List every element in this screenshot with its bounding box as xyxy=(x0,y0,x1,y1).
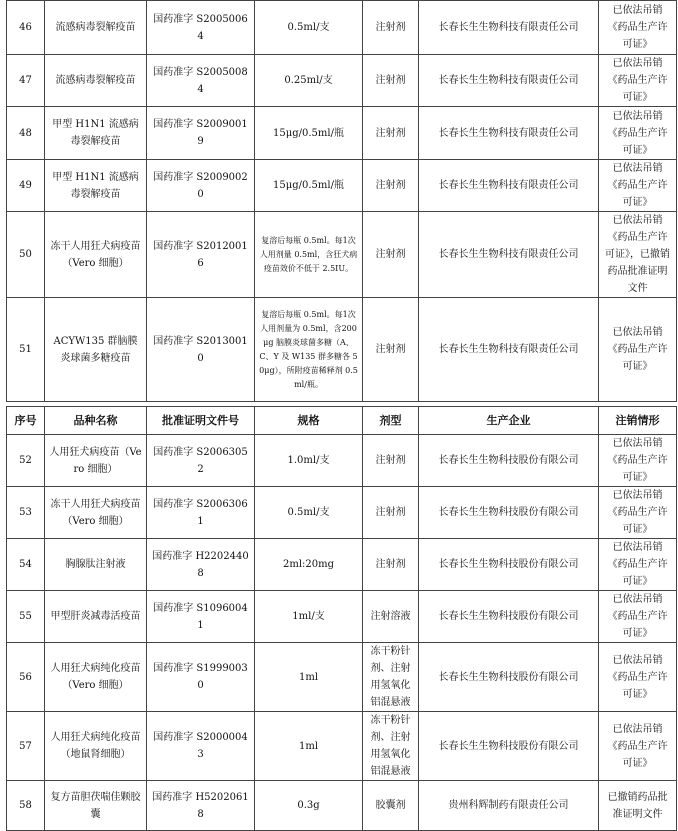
cell-approval: 国药准字 S20063061 xyxy=(147,487,255,539)
cell-maker: 长春长生生物科技有限责任公司 xyxy=(419,107,599,160)
cell-status: 已依法吊销《药品生产许可证》 xyxy=(599,55,677,107)
cell-maker: 长春长生生物科技有限责任公司 xyxy=(419,298,599,402)
cell-seq: 52 xyxy=(7,435,45,487)
cell-status: 已撤销药品批准证明文件 xyxy=(599,781,677,831)
cell-status: 已依法吊销《药品生产许可证》 xyxy=(599,487,677,539)
cell-form: 注射剂 xyxy=(363,539,419,591)
cell-maker: 长春长生生物科技有限责任公司 xyxy=(419,212,599,298)
cell-name: 甲型 H1N1 流感病毒裂解疫苗 xyxy=(45,107,147,160)
cell-spec: 1ml xyxy=(255,712,363,781)
cell-form: 注射剂 xyxy=(363,487,419,539)
cell-form: 注射溶液 xyxy=(363,591,419,643)
cell-spec: 15μg/0.5ml/瓶 xyxy=(255,160,363,212)
cell-spec: 0.3g xyxy=(255,781,363,831)
table-row xyxy=(7,781,677,831)
table-row xyxy=(7,212,677,298)
header-form: 剂型 xyxy=(363,407,419,435)
cell-maker: 长春长生生物科技股份有限公司 xyxy=(419,539,599,591)
cell-approval: 国药准字 S19990030 xyxy=(147,643,255,712)
cell-seq: 56 xyxy=(7,643,45,712)
cell-form: 注射剂 xyxy=(363,212,419,298)
table-header-row xyxy=(7,407,677,435)
cell-approval: 国药准字 S20050084 xyxy=(147,55,255,107)
cell-form: 冻干粉针剂、注射用氢氧化铝混悬液 xyxy=(363,712,419,781)
cell-status: 已依法吊销《药品生产许可证》 xyxy=(599,107,677,160)
cell-form: 胶囊剂 xyxy=(363,781,419,831)
cell-maker: 长春长生生物科技有限责任公司 xyxy=(419,160,599,212)
cell-name: 冻干人用狂犬病疫苗（Vero 细胞） xyxy=(45,487,147,539)
cell-seq: 53 xyxy=(7,487,45,539)
cell-approval: 国药准字 S20120016 xyxy=(147,212,255,298)
cell-spec: 复溶后每瓶 0.5ml。每1次人用剂量为 0.5ml，含200μg 脑膜炎球菌多糖（A、C、Y 及 W135 群多糖各 50μg），所附疫苗稀释剂 0.5 ml/瓶。 xyxy=(255,298,363,402)
cell-approval: 国药准字 S10960041 xyxy=(147,591,255,643)
cell-spec: 15μg/0.5ml/瓶 xyxy=(255,107,363,160)
cell-spec: 1ml xyxy=(255,643,363,712)
cell-status: 已依法吊销《药品生产许可证》 xyxy=(599,435,677,487)
cell-seq: 55 xyxy=(7,591,45,643)
cell-form: 注射剂 xyxy=(363,160,419,212)
cell-spec: 2ml:20mg xyxy=(255,539,363,591)
header-name: 品种名称 xyxy=(45,407,147,435)
cell-form: 注射剂 xyxy=(363,1,419,55)
cell-form: 冻干粉针剂、注射用氢氧化铝混悬液 xyxy=(363,643,419,712)
cell-status: 已依法吊销《药品生产许可证》，已撤销药品批准证明文件 xyxy=(599,212,677,298)
cell-spec: 0.25ml/支 xyxy=(255,55,363,107)
cell-approval: 国药准字 S20130010 xyxy=(147,298,255,402)
table-row xyxy=(7,712,677,781)
table-row xyxy=(7,160,677,212)
cell-maker: 长春长生生物科技股份有限公司 xyxy=(419,712,599,781)
table-row xyxy=(7,1,677,55)
cell-name: 甲型 H1N1 流感病毒裂解疫苗 xyxy=(45,160,147,212)
cell-seq: 50 xyxy=(7,212,45,298)
cell-name: 人用狂犬病疫苗（Vero 细胞） xyxy=(45,435,147,487)
header-spec: 规格 xyxy=(255,407,363,435)
cell-seq: 49 xyxy=(7,160,45,212)
table-row xyxy=(7,55,677,107)
table-part-2 xyxy=(6,406,677,831)
header-seq: 序号 xyxy=(7,407,45,435)
cell-name: 胸腺肽注射液 xyxy=(45,539,147,591)
cell-name: 冻干人用狂犬病疫苗（Vero 细胞） xyxy=(45,212,147,298)
cell-form: 注射剂 xyxy=(363,55,419,107)
cell-name: 流感病毒裂解疫苗 xyxy=(45,55,147,107)
cell-seq: 57 xyxy=(7,712,45,781)
cell-approval: 国药准字 H52020618 xyxy=(147,781,255,831)
cell-name: 复方苗胆茯喘佳颗胶囊 xyxy=(45,781,147,831)
cell-approval: 国药准字 S20063052 xyxy=(147,435,255,487)
cell-approval: 国药准字 S20050064 xyxy=(147,1,255,55)
cell-maker: 长春长生生物科技有限责任公司 xyxy=(419,1,599,55)
cell-status: 已依法吊销《药品生产许可证》 xyxy=(599,1,677,55)
cell-maker: 长春长生生物科技股份有限公司 xyxy=(419,487,599,539)
cell-maker: 长春长生生物科技有限责任公司 xyxy=(419,55,599,107)
cell-status: 已依法吊销《药品生产许可证》 xyxy=(599,539,677,591)
table-row xyxy=(7,435,677,487)
cell-spec: 0.5ml/支 xyxy=(255,1,363,55)
cell-name: ACYW135 群脑膜炎球菌多糖疫苗 xyxy=(45,298,147,402)
cell-seq: 51 xyxy=(7,298,45,402)
cell-maker: 长春长生生物科技股份有限公司 xyxy=(419,435,599,487)
cell-spec: 复溶后每瓶 0.5ml。每1次人用剂量 0.5ml，含狂犬病疫苗效价不低于 2.5IU。 xyxy=(255,212,363,298)
cell-form: 注射剂 xyxy=(363,435,419,487)
cell-seq: 47 xyxy=(7,55,45,107)
cell-seq: 58 xyxy=(7,781,45,831)
cell-seq: 48 xyxy=(7,107,45,160)
cell-approval: 国药准字 H22024408 xyxy=(147,539,255,591)
cell-approval: 国药准字 S20000043 xyxy=(147,712,255,781)
cell-spec: 1ml/支 xyxy=(255,591,363,643)
cell-status: 已依法吊销《药品生产许可证》 xyxy=(599,160,677,212)
cell-form: 注射剂 xyxy=(363,298,419,402)
table-row xyxy=(7,643,677,712)
cell-approval: 国药准字 S20090019 xyxy=(147,107,255,160)
cell-maker: 长春长生生物科技股份有限公司 xyxy=(419,643,599,712)
cell-status: 已依法吊销《药品生产许可证》 xyxy=(599,298,677,402)
cell-seq: 54 xyxy=(7,539,45,591)
cell-status: 已依法吊销《药品生产许可证》 xyxy=(599,712,677,781)
cell-form: 注射剂 xyxy=(363,107,419,160)
table-row xyxy=(7,487,677,539)
cell-name: 甲型肝炎减毒活疫苗 xyxy=(45,591,147,643)
header-approval: 批准证明文件号 xyxy=(147,407,255,435)
table-row xyxy=(7,539,677,591)
cell-name: 人用狂犬病纯化疫苗（Vero 细胞） xyxy=(45,643,147,712)
cell-spec: 1.0ml/支 xyxy=(255,435,363,487)
table-row xyxy=(7,591,677,643)
cell-spec: 0.5ml/支 xyxy=(255,487,363,539)
cell-seq: 46 xyxy=(7,1,45,55)
cell-name: 人用狂犬病纯化疫苗（地鼠肾细胞） xyxy=(45,712,147,781)
table-row xyxy=(7,298,677,402)
cell-name: 流感病毒裂解疫苗 xyxy=(45,1,147,55)
cell-maker: 贵州科辉制药有限责任公司 xyxy=(419,781,599,831)
header-maker: 生产企业 xyxy=(419,407,599,435)
cell-maker: 长春长生生物科技股份有限公司 xyxy=(419,591,599,643)
cell-status: 已依法吊销《药品生产许可证》 xyxy=(599,643,677,712)
header-status: 注销情形 xyxy=(599,407,677,435)
table-part-1 xyxy=(6,0,677,402)
cell-status: 已依法吊销《药品生产许可证》 xyxy=(599,591,677,643)
cell-approval: 国药准字 S20090020 xyxy=(147,160,255,212)
table-row xyxy=(7,107,677,160)
